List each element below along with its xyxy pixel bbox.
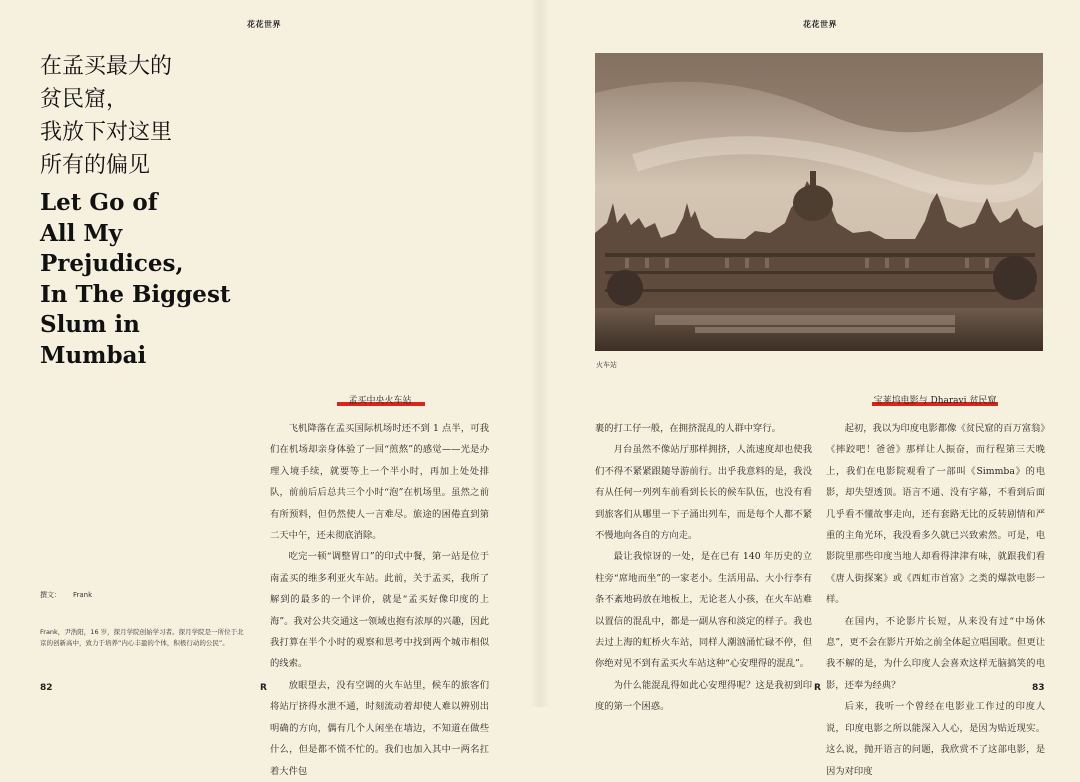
paragraph: 月台虽然不像站厅那样拥挤，人流速度却也使我们不得不紧紧跟随导游前行。出乎我意料的是，我没有从任何一列列车前看到长长的候车队伍，也没有看到旅客们从哪里一下子涌出列车，而是每个人都不紧不慢地向各自的方向走。	[595, 444, 812, 542]
paragraph: 吃完一顿“调整胃口”的印式中餐，第一站是位于南孟买的维多利亚火车站。此前，关于孟买，我所了解到的最多的一个评价，就是“孟买好像印度的上海”。我对公共交通这一领域也抱有浓厚的兴趣，因此我打算在半个小时的观察和思考中找到两个城市相似的线索。	[270, 551, 489, 670]
paragraph: 飞机降落在孟买国际机场时还不到 1 点半，可我们在机场却亲身体验了一回“煎熬”的感觉——光是办理入境手续，就要等上一个半小时，再加上处处排队，前前后后总共三个小时“泡”在机场里。虽然之前有所预料，但仍然使人一言难尽。旅途的困倦直到第二天中午，还未彻底消除。	[270, 423, 489, 542]
author-name: Frank	[73, 591, 93, 599]
title-en-line: Let Go of	[40, 189, 158, 216]
author-label: 撰文：	[40, 591, 61, 599]
footer-mark: R	[260, 683, 267, 693]
paragraph: 裹的打工仔一般，在拥挤混乱的人群中穿行。	[595, 423, 781, 434]
title-en-line: In The Biggest	[40, 280, 231, 308]
section-heading-text: 宝莱坞电影与 Dharavi 贫民窟	[873, 396, 997, 406]
body-column	[826, 418, 1045, 782]
title-en-line: Slum in	[40, 311, 140, 338]
author-byline	[40, 590, 92, 600]
paragraph: 为什么能混乱得如此心安理得呢？这是我初到印度的第一个困惑。	[595, 679, 812, 713]
section-heading-text: 孟买中央火车站	[348, 396, 412, 406]
page-number: 82	[40, 683, 53, 693]
paragraph: 放眼望去，没有空调的火车站里，候车的旅客们将站厅挤得水泄不通，时刻流动着却使人难以辨别出明确的方向，偶有几个人闲坐在墙边，不知道在做些什么，但是都不慌不忙的。我们也加入其中一两名扛着大件包	[270, 679, 489, 777]
running-head: 花花世界	[803, 20, 837, 29]
title-cn-line: 所有的偏见	[40, 153, 151, 178]
title-cn-line: 贫民窟，	[40, 87, 129, 112]
title-en-line: Prejudices,	[40, 250, 184, 277]
author-bio: Frank，尹浩阳，16 岁，探月学院创始学习者。探月学院是一所位于北京的创新高中，致力于培养“内心丰盈的个体，积极行动的公民”。	[40, 628, 244, 647]
paragraph: 最让我惊讶的一处，是在已有 140 年历史的立柱旁“席地而坐”的一家老小。生活用品、大小行李有条不紊地码放在地板上，无论老人小孩，在火车站难以置信的混乱中，都是一副从容和淡定的样子。我也去过上海的虹桥火车站，同样人潮汹涌忙碌不停，但你绝对见不到有孟买火车站这种“心安理得的混乱”。	[595, 551, 812, 670]
title-chinese	[40, 50, 260, 182]
section-heading	[300, 393, 460, 406]
title-en-line: Mumbai	[40, 341, 147, 369]
left-page	[0, 0, 540, 777]
title-cn-line: 我放下对这里	[40, 120, 173, 145]
footer-mark: R	[814, 683, 821, 693]
paragraph: 后来，我听一个曾经在电影业工作过的印度人说，印度电影之所以能深入人心，是因为贴近现实。这么说，抛开语言的问题，我欣赏不了这部电影，是因为对印度	[826, 701, 1045, 777]
title-english	[40, 188, 270, 371]
paragraph: 在国内，不论影片长短，从来没有过“中场休息”，更不会在影片开始之前全体起立唱国歌。但更让我不解的是，为什么印度人会喜欢这样无脑搞笑的电影，还奉为经典？	[826, 615, 1045, 691]
body-column	[270, 418, 489, 782]
paragraph: 起初，我以为印度电影都像《贫民窟的百万富翁》《摔跤吧！爸爸》那样让人振奋，而行程第三天晚上，我们在电影院观看了一部叫《Simmba》的电影，却失望透顶。语言不通、没有字幕，不看到后面几乎看不懂故事走向，还有套路无比的反转剧情和严重的主角光环，我没看多久就已兴致索然。可是，电影院里那些印度当地人却看得津津有味，就跟我们看《唐人街探案》或《西虹市首富》之类的爆款电影一样。	[826, 423, 1045, 606]
title-en-line: All My	[40, 219, 123, 247]
title-cn-line: 在孟买最大的	[40, 54, 173, 79]
running-head: 花花世界	[247, 20, 281, 29]
train-station-photo	[595, 53, 1043, 351]
photo-illustration	[595, 53, 1043, 351]
section-heading	[855, 393, 1015, 406]
body-column	[595, 418, 812, 718]
photo-caption: 火车站	[596, 361, 617, 369]
page-number: 83	[1032, 683, 1045, 693]
